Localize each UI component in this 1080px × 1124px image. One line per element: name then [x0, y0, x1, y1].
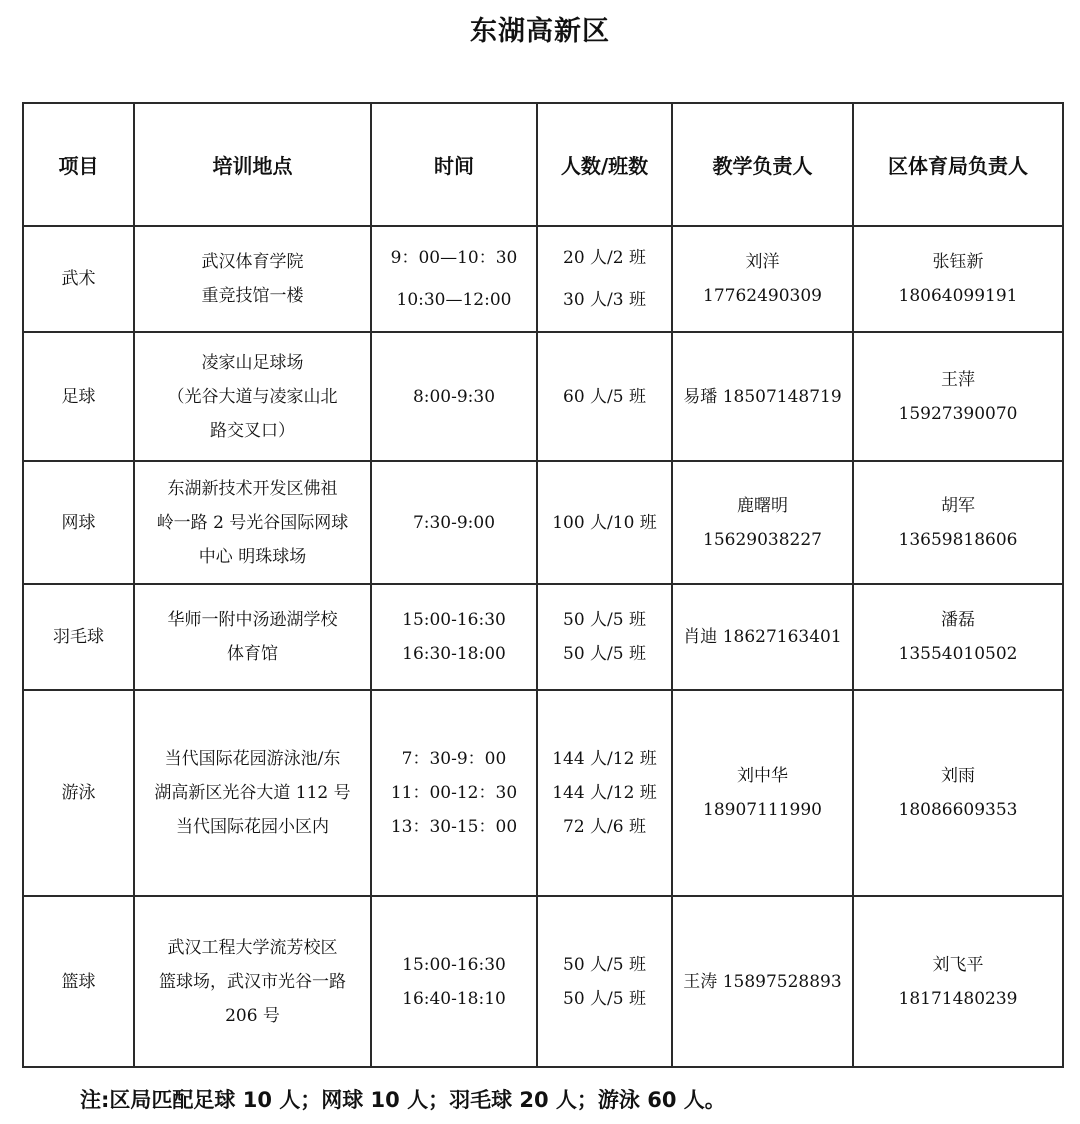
time-line: 16:30-18:00: [402, 644, 506, 664]
cell-teacher: [672, 332, 853, 461]
teacher-name: 易璠 18507148719: [683, 386, 842, 407]
location-line: 武汉体育学院: [201, 252, 304, 272]
cell-project: 武术: [23, 226, 134, 332]
footnote: 注:区局匹配足球 10 人；网球 10 人；羽毛球 20 人；游泳 60 人。: [80, 1088, 726, 1112]
official-name: 刘雨: [941, 766, 975, 786]
official-phone: 13659818606: [898, 529, 1018, 550]
cell-official: [853, 896, 1063, 1067]
cell-official: [853, 332, 1063, 461]
official-name: 张钰新: [932, 252, 984, 272]
cell-teacher: [672, 896, 853, 1067]
time-line: 13：30-15：00: [390, 817, 518, 837]
training-schedule-table: [22, 102, 1064, 1068]
header-location: 培训地点: [134, 103, 371, 226]
teacher-phone: 17762490309: [703, 286, 822, 306]
cell-official: [853, 584, 1063, 690]
teacher-phone: 18907111990: [703, 800, 822, 820]
cell-location: [134, 332, 371, 461]
cell-time: [371, 690, 537, 896]
cell-official: [853, 226, 1063, 332]
time-line: 7：30-9：00: [401, 749, 507, 769]
cell-capacity: [537, 584, 672, 690]
table-row: [23, 690, 1063, 896]
official-phone: 18064099191: [898, 286, 1018, 306]
cell-time: [371, 332, 537, 461]
location-line: 路交叉口）: [210, 420, 295, 441]
cell-project: 网球: [23, 461, 134, 584]
capacity-line: 50 人/5 班: [563, 954, 646, 975]
cell-teacher: [672, 226, 853, 332]
cell-project: 篮球: [23, 896, 134, 1067]
location-line: 湖高新区光谷大道 112 号: [154, 783, 351, 803]
cell-location: [134, 226, 371, 332]
cell-teacher: [672, 584, 853, 690]
header-official: 区体育局负责人: [853, 103, 1063, 226]
teacher-name: 鹿曙明: [737, 495, 788, 516]
location-line: 岭一路 2 号光谷国际网球: [156, 512, 349, 533]
location-line: 206 号: [225, 1005, 280, 1026]
official-name: 刘飞平: [932, 954, 984, 975]
header-project: 项目: [23, 103, 134, 226]
time-line: 15:00-16:30: [402, 610, 506, 630]
location-line: 凌家山足球场: [201, 352, 304, 373]
header-teacher: 教学负责人: [672, 103, 853, 226]
time-line: 7:30-9:00: [412, 512, 496, 533]
location-line: 篮球场，武汉市光谷一路: [159, 971, 346, 992]
time-line: 11：00-12：30: [390, 783, 518, 803]
capacity-line: 72 人/6 班: [563, 817, 646, 837]
table-row: [23, 896, 1063, 1067]
cell-time: [371, 584, 537, 690]
cell-time: [371, 461, 537, 584]
table-row: [23, 226, 1063, 332]
capacity-line: 144 人/12 班: [552, 783, 657, 803]
time-line: 9：00—10：30: [390, 248, 518, 268]
table-row: [23, 584, 1063, 690]
capacity-line: 50 人/5 班: [563, 988, 646, 1009]
table-header-row: [23, 103, 1063, 226]
capacity-line: 30 人/3 班: [563, 290, 646, 310]
table-row: [23, 461, 1063, 584]
teacher-name: 肖迪 18627163401: [683, 627, 842, 647]
table-row: [23, 332, 1063, 461]
cell-project: 羽毛球: [23, 584, 134, 690]
capacity-line: 60 人/5 班: [563, 386, 646, 407]
official-name: 王萍: [941, 369, 975, 390]
time-line: 15:00-16:30: [402, 954, 506, 975]
official-phone: 18086609353: [898, 800, 1018, 820]
location-line: 华师一附中汤逊湖学校: [167, 610, 338, 630]
capacity-line: 20 人/2 班: [563, 248, 646, 268]
cell-project: 足球: [23, 332, 134, 461]
cell-location: [134, 461, 371, 584]
cell-teacher: [672, 461, 853, 584]
official-phone: 13554010502: [898, 644, 1018, 664]
time-line: 10:30—12:00: [396, 290, 512, 310]
teacher-phone: 15629038227: [703, 529, 822, 550]
header-capacity: 人数/班数: [537, 103, 672, 226]
cell-capacity: [537, 896, 672, 1067]
location-line: （光谷大道与凌家山北: [167, 386, 338, 407]
capacity-line: 100 人/10 班: [552, 512, 657, 533]
cell-capacity: [537, 226, 672, 332]
location-line: 当代国际花园游泳池/东: [164, 749, 341, 769]
capacity-line: 50 人/5 班: [563, 644, 646, 664]
official-name: 潘磊: [941, 610, 975, 630]
location-line: 武汉工程大学流芳校区: [167, 937, 338, 958]
location-line: 当代国际花园小区内: [176, 817, 329, 837]
official-phone: 18171480239: [898, 988, 1018, 1009]
capacity-line: 144 人/12 班: [552, 749, 657, 769]
teacher-name: 王涛 15897528893: [683, 971, 842, 992]
cell-time: [371, 226, 537, 332]
cell-teacher: [672, 690, 853, 896]
location-line: 体育馆: [227, 644, 278, 664]
official-name: 胡军: [941, 495, 975, 516]
cell-location: [134, 584, 371, 690]
cell-time: [371, 896, 537, 1067]
teacher-name: 刘洋: [745, 252, 780, 272]
cell-capacity: [537, 690, 672, 896]
location-line: 重竞技馆一楼: [201, 286, 304, 306]
time-line: 16:40-18:10: [402, 988, 506, 1009]
teacher-name: 刘中华: [737, 766, 788, 786]
official-phone: 15927390070: [898, 403, 1018, 424]
cell-official: [853, 461, 1063, 584]
cell-location: [134, 690, 371, 896]
cell-capacity: [537, 332, 672, 461]
header-time: 时间: [371, 103, 537, 226]
cell-project: 游泳: [23, 690, 134, 896]
cell-location: [134, 896, 371, 1067]
page-title: 东湖高新区: [470, 16, 610, 47]
location-line: 中心 明珠球场: [198, 546, 307, 567]
time-line: 8:00-9:30: [412, 386, 496, 407]
location-line: 东湖新技术开发区佛祖: [167, 478, 338, 499]
cell-capacity: [537, 461, 672, 584]
cell-official: [853, 690, 1063, 896]
capacity-line: 50 人/5 班: [563, 610, 646, 630]
